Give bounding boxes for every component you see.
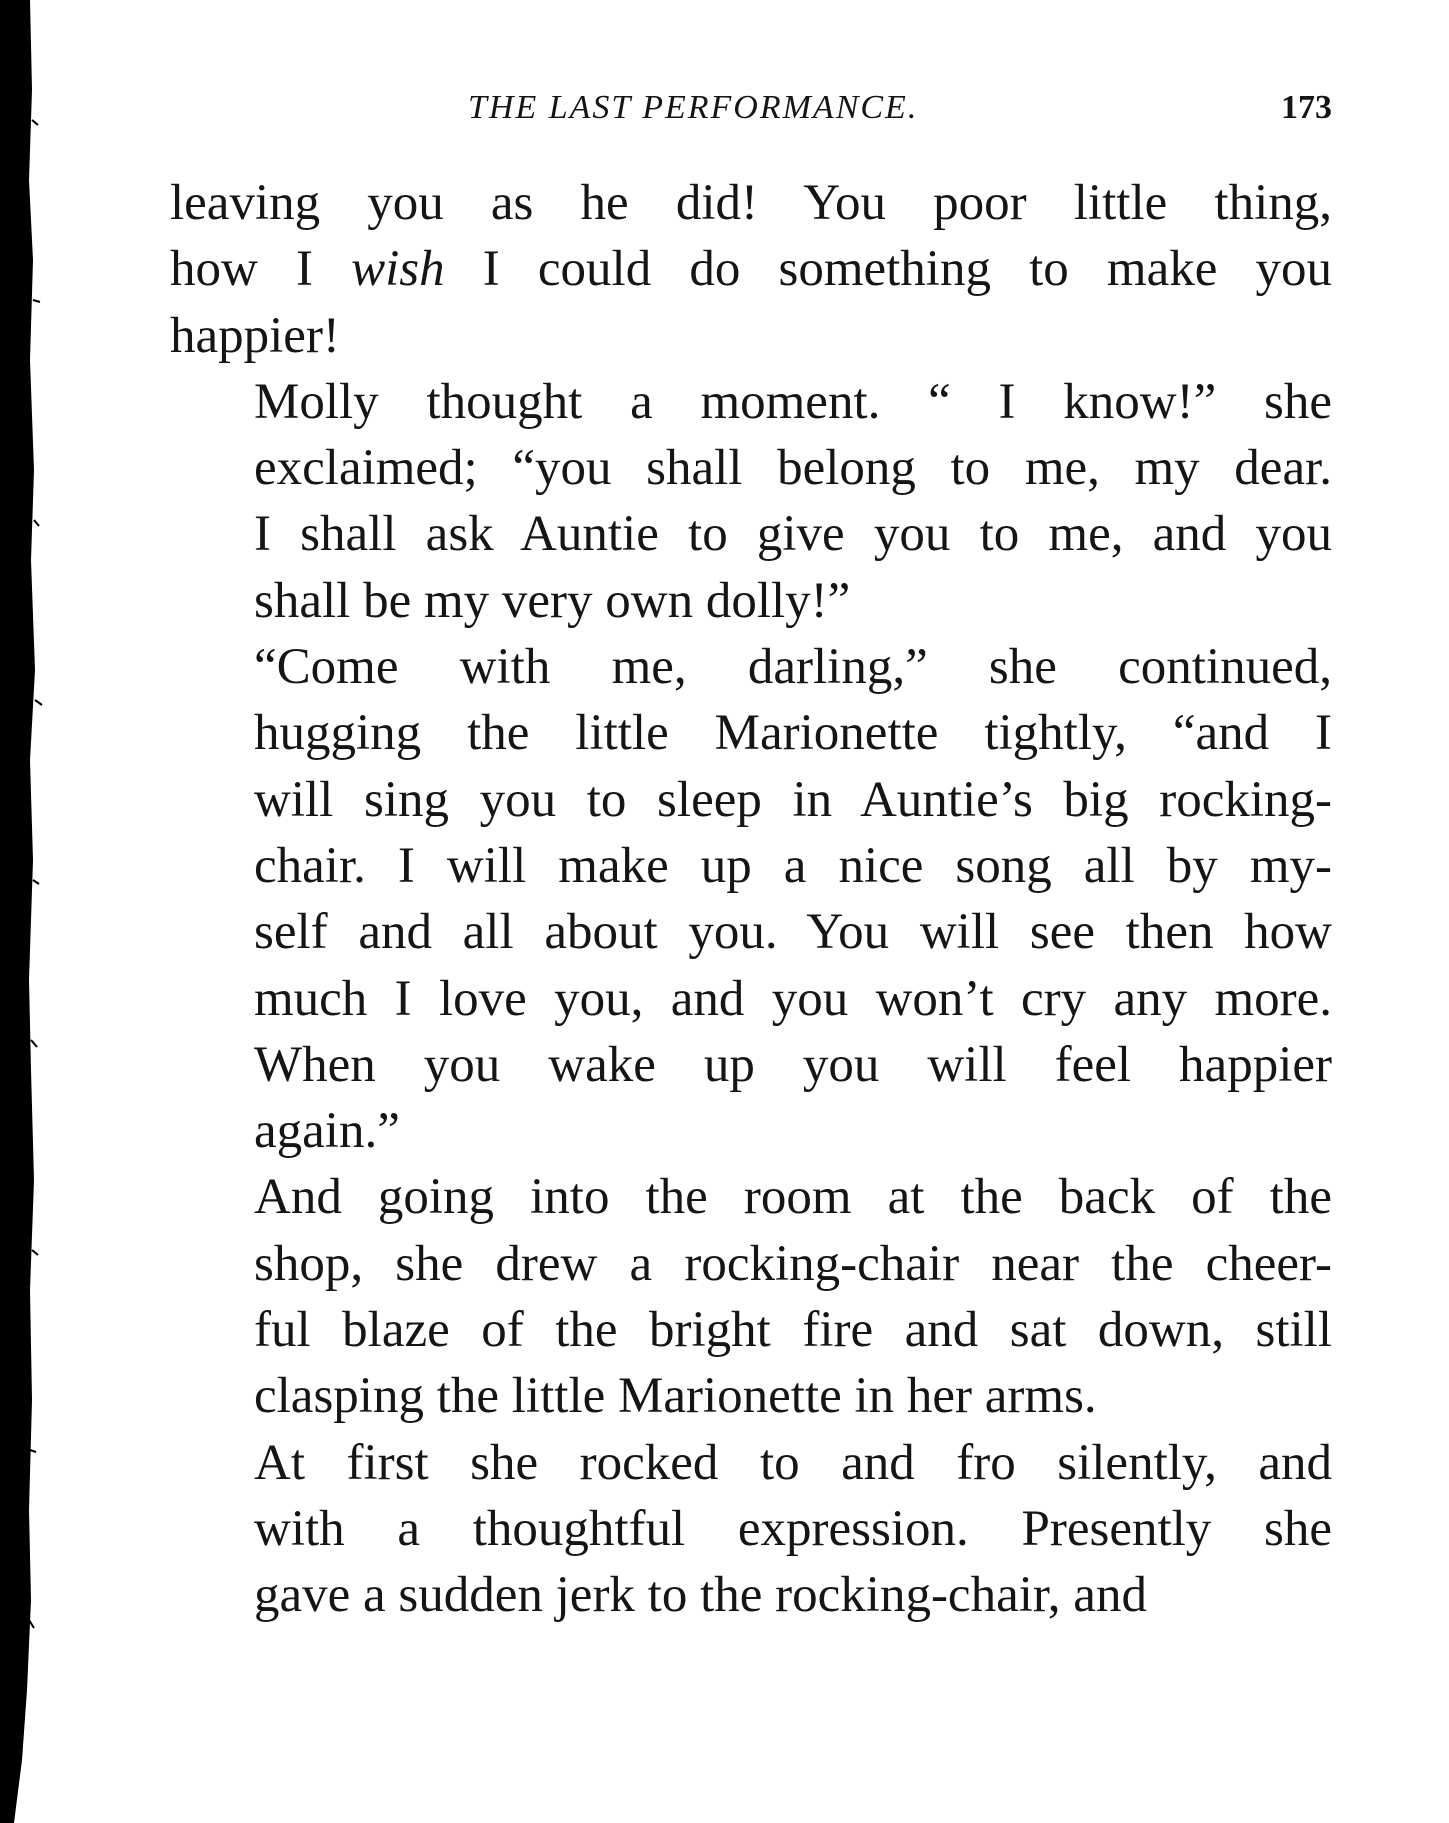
text-segment: will sing you to sleep in Auntie’s big rocking- bbox=[254, 771, 1332, 828]
text-line bbox=[170, 700, 1332, 766]
text-line bbox=[170, 236, 1332, 302]
text-segment: gave a sudden jerk to the rocking-chair, and bbox=[254, 1567, 1147, 1624]
text-segment: And going into the room at the back of the bbox=[254, 1169, 1332, 1226]
text-segment: I shall ask Auntie to give you to me, and you bbox=[254, 506, 1332, 563]
text-line bbox=[170, 899, 1332, 965]
text-line bbox=[170, 1032, 1332, 1098]
text-line bbox=[170, 501, 1332, 567]
text-segment: much I love you, and you won’t cry any more. bbox=[254, 970, 1332, 1027]
text-line bbox=[170, 1363, 1332, 1429]
text-line bbox=[170, 1496, 1332, 1562]
paragraph bbox=[170, 634, 1332, 1164]
text-segment: “Come with me, darling,” she continued, bbox=[254, 639, 1332, 696]
text-segment: shop, she drew a rocking-chair near the cheer- bbox=[254, 1235, 1332, 1292]
text-line bbox=[170, 1430, 1332, 1496]
text-line bbox=[170, 634, 1332, 700]
text-segment: hugging the little Marionette tightly, “and I bbox=[254, 705, 1332, 762]
paragraph bbox=[170, 170, 1332, 369]
paragraph bbox=[170, 1430, 1332, 1629]
text-line bbox=[170, 767, 1332, 833]
italic-emphasis: wish bbox=[351, 241, 445, 298]
text-segment: happier! bbox=[170, 307, 340, 364]
text-line bbox=[170, 1297, 1332, 1363]
text-segment: ful blaze of the bright fire and sat down, still bbox=[254, 1302, 1332, 1359]
paragraph bbox=[170, 1164, 1332, 1429]
text-line bbox=[170, 1562, 1332, 1628]
paragraph bbox=[170, 369, 1332, 634]
text-segment: leaving you as he did! You poor little thing, bbox=[170, 175, 1332, 231]
text-line bbox=[170, 1098, 1332, 1164]
text-line bbox=[170, 303, 1332, 369]
text-segment: self and all about you. You will see then how bbox=[254, 904, 1332, 961]
text-line bbox=[170, 833, 1332, 899]
text-segment: clasping the little Marionette in her arms. bbox=[254, 1368, 1097, 1425]
text-segment: with a thoughtful expression. Presently she bbox=[254, 1500, 1332, 1557]
running-title: THE LAST PERFORMANCE. bbox=[468, 89, 919, 126]
text-segment: how I bbox=[170, 241, 352, 298]
text-line bbox=[170, 170, 1332, 236]
text-line bbox=[170, 966, 1332, 1032]
text-segment: shall be my very own dolly!” bbox=[254, 572, 851, 629]
page-header bbox=[170, 82, 1332, 134]
page-number: 173 bbox=[1281, 89, 1332, 126]
text-line bbox=[170, 568, 1332, 634]
text-line bbox=[170, 369, 1332, 435]
text-segment: again.” bbox=[254, 1103, 400, 1160]
text-segment: chair. I will make up a nice song all by my- bbox=[254, 837, 1332, 894]
text-segment: exclaimed; “you shall belong to me, my dear. bbox=[254, 440, 1332, 497]
text-segment: When you wake up you will feel happier bbox=[254, 1036, 1332, 1093]
page-body bbox=[170, 170, 1332, 1629]
text-segment: At first she rocked to and fro silently, and bbox=[254, 1434, 1332, 1491]
text-line bbox=[170, 1164, 1332, 1230]
text-segment: I could do something to make you bbox=[444, 241, 1332, 298]
text-line bbox=[170, 1231, 1332, 1297]
text-line bbox=[170, 435, 1332, 501]
scanned-binding-edge bbox=[0, 0, 46, 1823]
text-segment: Molly thought a moment. “ I know!” she bbox=[254, 373, 1332, 430]
